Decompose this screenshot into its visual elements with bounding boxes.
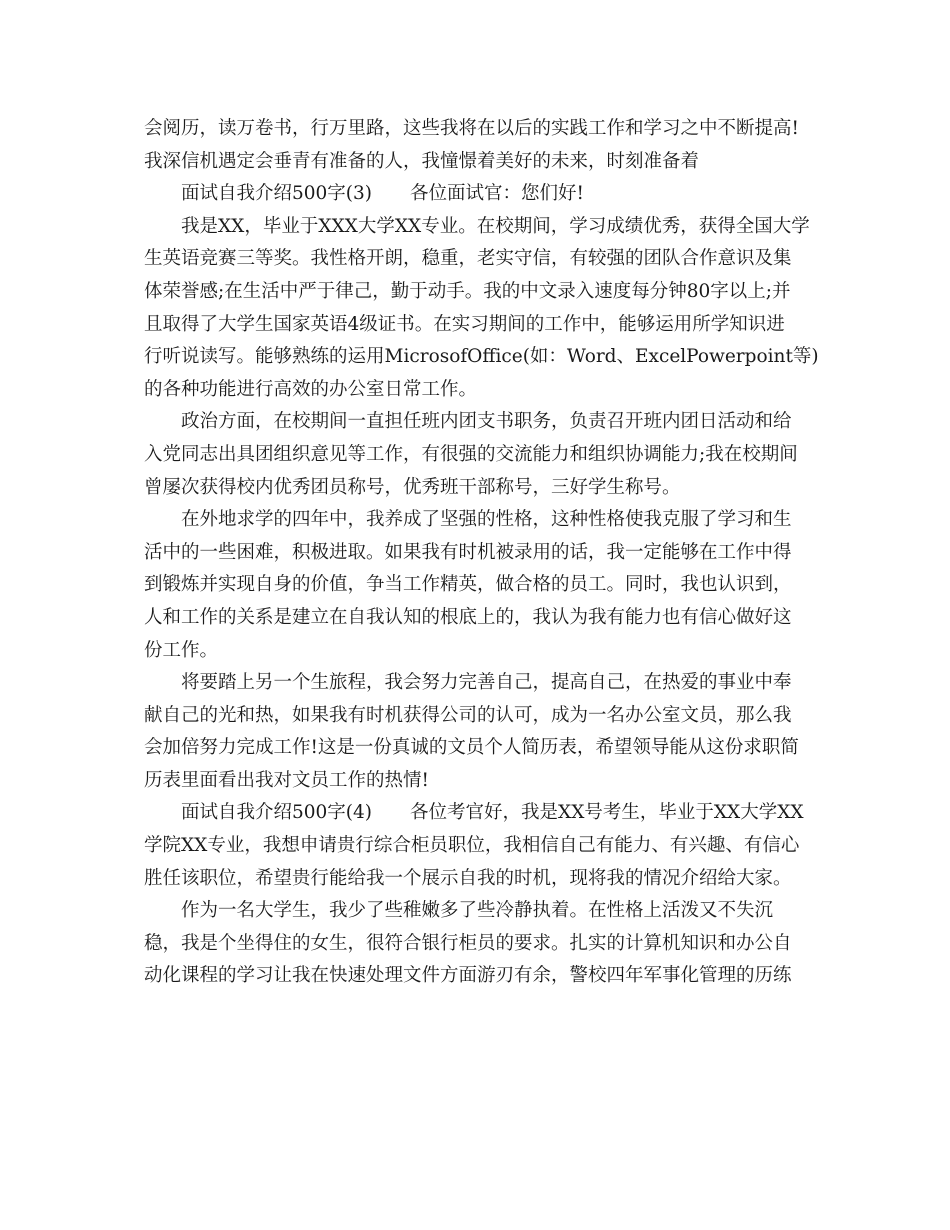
text-line: 胜任该职位，希望贵行能给我一个展示自我的时机，现将我的情况介绍给大家。 [144, 867, 792, 889]
text-line: 献自己的光和热，如果我有时机获得公司的认可，成为一名办公室文员，那么我 [144, 704, 792, 726]
section-heading: 面试自我介绍500字(3) [181, 183, 373, 205]
document-body [144, 113, 819, 993]
section-text: 各位考官好，我是XX号考生，毕业于XX大学XX [410, 802, 804, 824]
text-line: 入党同志出具团组织意见等工作，有很强的交流能力和组织协调能力;我在校期间 [144, 443, 798, 465]
text-line: 人和工作的关系是建立在自我认知的根底上的，我认为我有能力也有信心做好这 [144, 606, 792, 628]
text-line: 行听说读写。能够熟练的运用MicrosofOffice(如：Word、ExcelPowerpoint等) [144, 346, 819, 368]
text-line: 政治方面，在校期间一直担任班内团支书职务，负责召开班内团日活动和给 [181, 411, 792, 433]
greeting: 各位面试官：您们好! [410, 183, 584, 205]
text-line: 将要踏上另一个生旅程，我会努力完善自己，提高自己，在热爱的事业中奉 [181, 672, 792, 694]
text-line: 且取得了大学生国家英语4级证书。在实习期间的工作中，能够运用所学知识进 [144, 313, 785, 335]
text-line: 会加倍努力完成工作!这是一份真诚的文员个人简历表，希望领导能从这份求职简 [144, 737, 799, 759]
text-line: 会阅历，读万卷书，行万里路，这些我将在以后的实践工作和学习之中不断提高! [144, 118, 799, 139]
section-heading-line [144, 797, 814, 830]
text-line: 份工作。 [144, 639, 219, 661]
text-line: 到锻炼并实现自身的价值，争当工作精英，做合格的员工。同时，我也认识到， [144, 574, 792, 596]
section-heading: 面试自我介绍500字(4) [181, 802, 373, 824]
text-line: 稳，我是个坐得住的女生，很符合银行柜员的要求。扎实的计算机知识和办公自 [144, 932, 792, 954]
text-line: 我是XX，毕业于XXX大学XX专业。在校期间，学习成绩优秀，获得全国大学 [181, 215, 810, 237]
text-line: 历表里面看出我对文员工作的热情! [144, 769, 429, 791]
text-line: 动化课程的学习让我在快速处理文件方面游刃有余，警校四年军事化管理的历练 [144, 965, 792, 987]
text-line: 的各种功能进行高效的办公室日常工作。 [144, 378, 478, 400]
text-line: 作为一名大学生，我少了些稚嫩多了些冷静执着。在性格上活泼又不失沉 [181, 900, 774, 922]
text-line: 曾屡次获得校内优秀团员称号，优秀班干部称号，三好学生称号。 [144, 476, 681, 498]
text-line: 生英语竞赛三等奖。我性格开朗，稳重，老实守信，有较强的团队合作意识及集 [144, 248, 792, 270]
text-line: 体荣誉感;在生活中严于律己，勤于动手。我的中文录入速度每分钟80字以上;并 [144, 280, 791, 302]
text-line: 我深信机遇定会垂青有准备的人，我憧憬着美好的未来，时刻准备着 [144, 150, 700, 172]
text-line: 活中的一些困难，积极进取。如果我有时机被录用的话，我一定能够在工作中得 [144, 541, 792, 563]
text-line: 在外地求学的四年中，我养成了坚强的性格，这种性格使我克服了学习和生 [181, 509, 792, 531]
text-line: 学院XX专业，我想申请贵行综合柜员职位，我相信自己有能力、有兴趣、有信心 [144, 835, 800, 857]
section-heading-line [144, 178, 814, 211]
